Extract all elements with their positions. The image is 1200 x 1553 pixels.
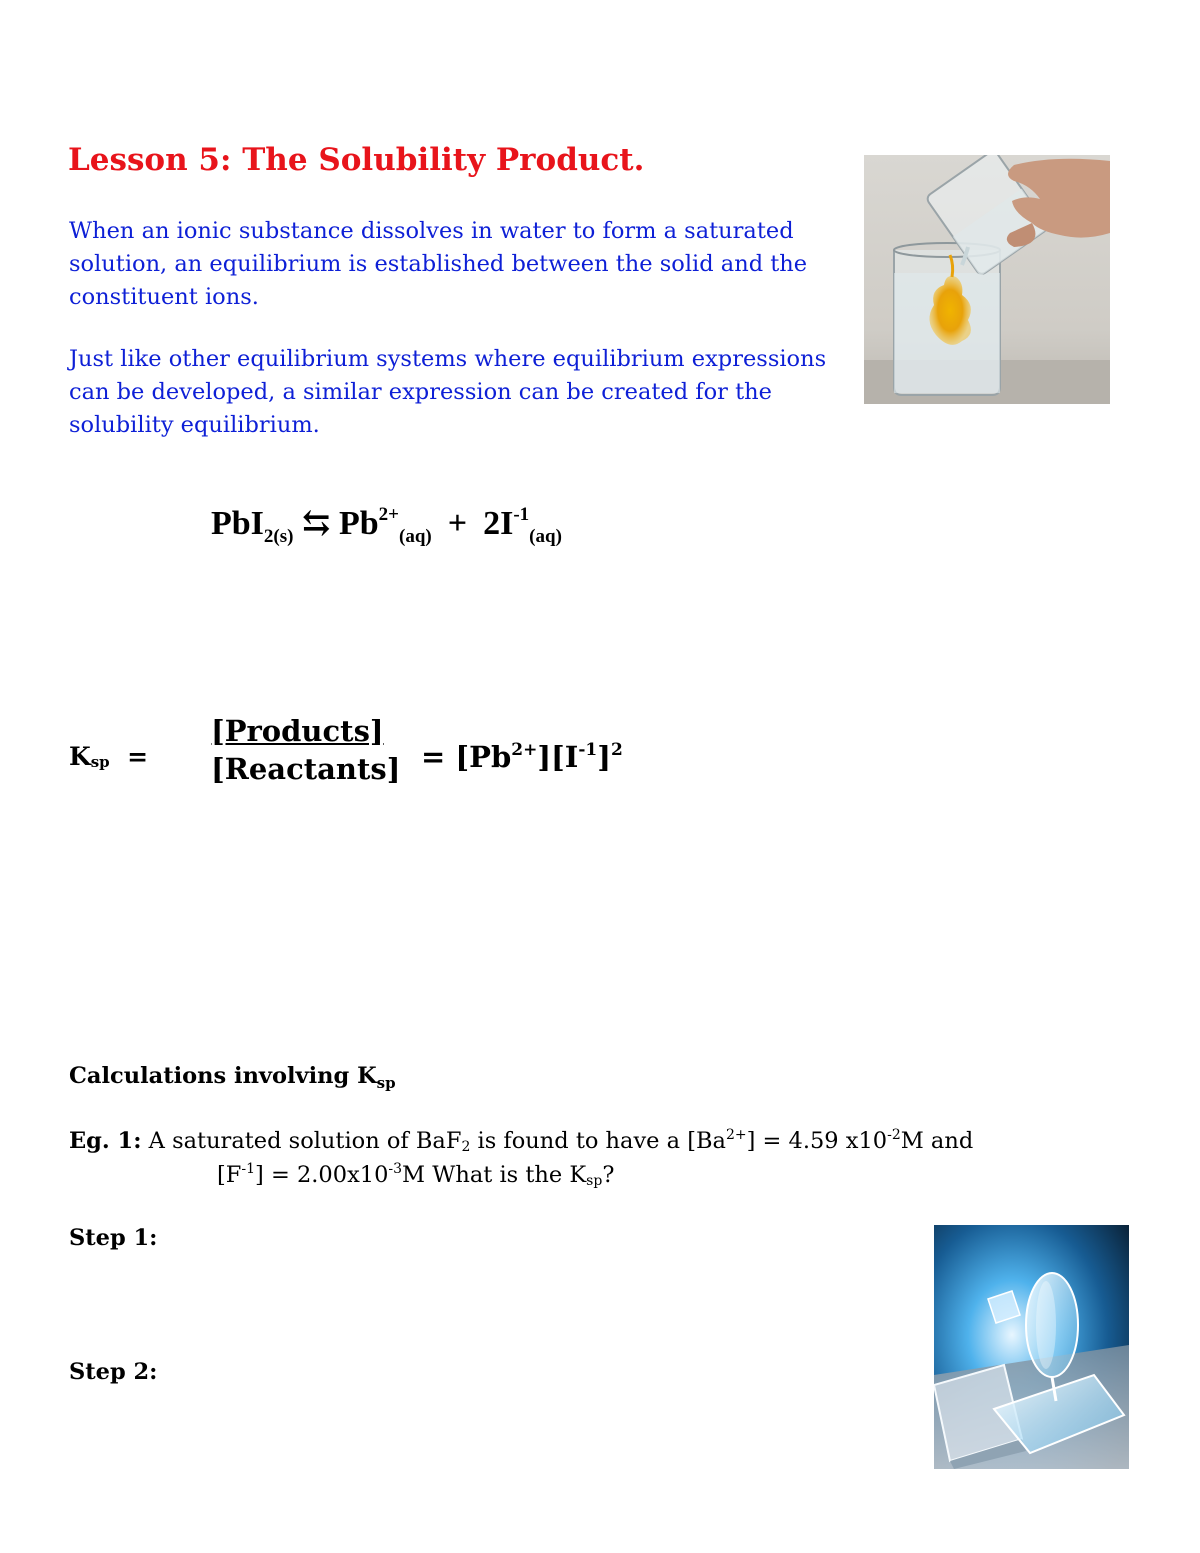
- reactant-subscript: 2(s): [263, 526, 294, 547]
- product1-formula: Pb: [338, 505, 379, 542]
- rhs-sup2: -1: [578, 740, 598, 760]
- example-text-b: is found to have a [Ba: [470, 1128, 726, 1154]
- ksp-right-hand-side: [421, 740, 623, 774]
- product2-formula: 2I: [483, 505, 514, 542]
- example-text-c: ] = 4.59 x10: [746, 1128, 888, 1154]
- product2-state: (aq): [529, 526, 562, 547]
- example-line2-a: [F: [217, 1162, 242, 1188]
- rhs-sup3: 2: [610, 740, 623, 760]
- calculations-heading-text: Calculations involving K: [69, 1063, 377, 1089]
- example-line2-b: ] = 2.00x10: [255, 1162, 389, 1188]
- example-line-2: [217, 1161, 614, 1189]
- example-label: Eg. 1:: [69, 1128, 142, 1154]
- rhs-sup1: 2+: [511, 740, 538, 760]
- ksp-equals: =: [127, 742, 149, 771]
- calculations-heading: [69, 1063, 396, 1092]
- example-line2-d: ?: [602, 1162, 615, 1188]
- rhs-part2: ][I: [537, 740, 579, 774]
- beaker-pouring-photo: [864, 155, 1110, 404]
- example-line2-sub-c: sp: [586, 1173, 603, 1189]
- example-line2-c: M What is the K: [402, 1162, 587, 1188]
- step-2-label: Step 2:: [69, 1359, 158, 1385]
- ksp-symbol: K: [69, 742, 91, 771]
- example-line-1: [69, 1127, 973, 1155]
- fraction-numerator: [Products]: [211, 714, 384, 748]
- product2-charge: -1: [513, 504, 530, 525]
- rhs-equals: =: [421, 740, 446, 774]
- equilibrium-paragraph: Just like other equilibrium systems where equilibrium expressions can be developed, a similar expression can be created for the solubility equilibrium.: [69, 346, 827, 438]
- calculations-heading-sub: sp: [376, 1074, 396, 1092]
- glass-prism-photo: [934, 1225, 1129, 1469]
- product1-state: (aq): [399, 526, 432, 547]
- plus-sign: +: [447, 505, 468, 542]
- rhs-part3: ]: [597, 740, 611, 774]
- example-sup-c: -2: [887, 1127, 901, 1143]
- example-line2-sup-b: -3: [388, 1161, 403, 1177]
- lesson-title: Lesson 5: The Solubility Product.: [68, 142, 645, 178]
- step-1-label: Step 1:: [69, 1225, 158, 1251]
- example-sup-b: 2+: [725, 1127, 747, 1143]
- ksp-subscript: sp: [90, 753, 110, 771]
- example-text-d: M and: [900, 1128, 974, 1154]
- product1-charge: 2+: [378, 504, 399, 525]
- rhs-part1: [Pb: [455, 740, 512, 774]
- dissolution-equation: [211, 503, 562, 548]
- example-text-a: A saturated solution of BaF: [141, 1128, 462, 1154]
- intro-paragraph: When an ionic substance dissolves in water to form a saturated solution, an equilibrium is established between the solid and the constituent ions.: [69, 218, 808, 310]
- reactant-formula: PbI: [211, 505, 264, 542]
- equilibrium-arrow: ⇆: [301, 505, 331, 542]
- example-line2-sup-a: -1: [241, 1161, 256, 1177]
- fraction-denominator: [Reactants]: [211, 752, 401, 786]
- ksp-label: [69, 742, 148, 771]
- example-sub-a: 2: [461, 1139, 471, 1155]
